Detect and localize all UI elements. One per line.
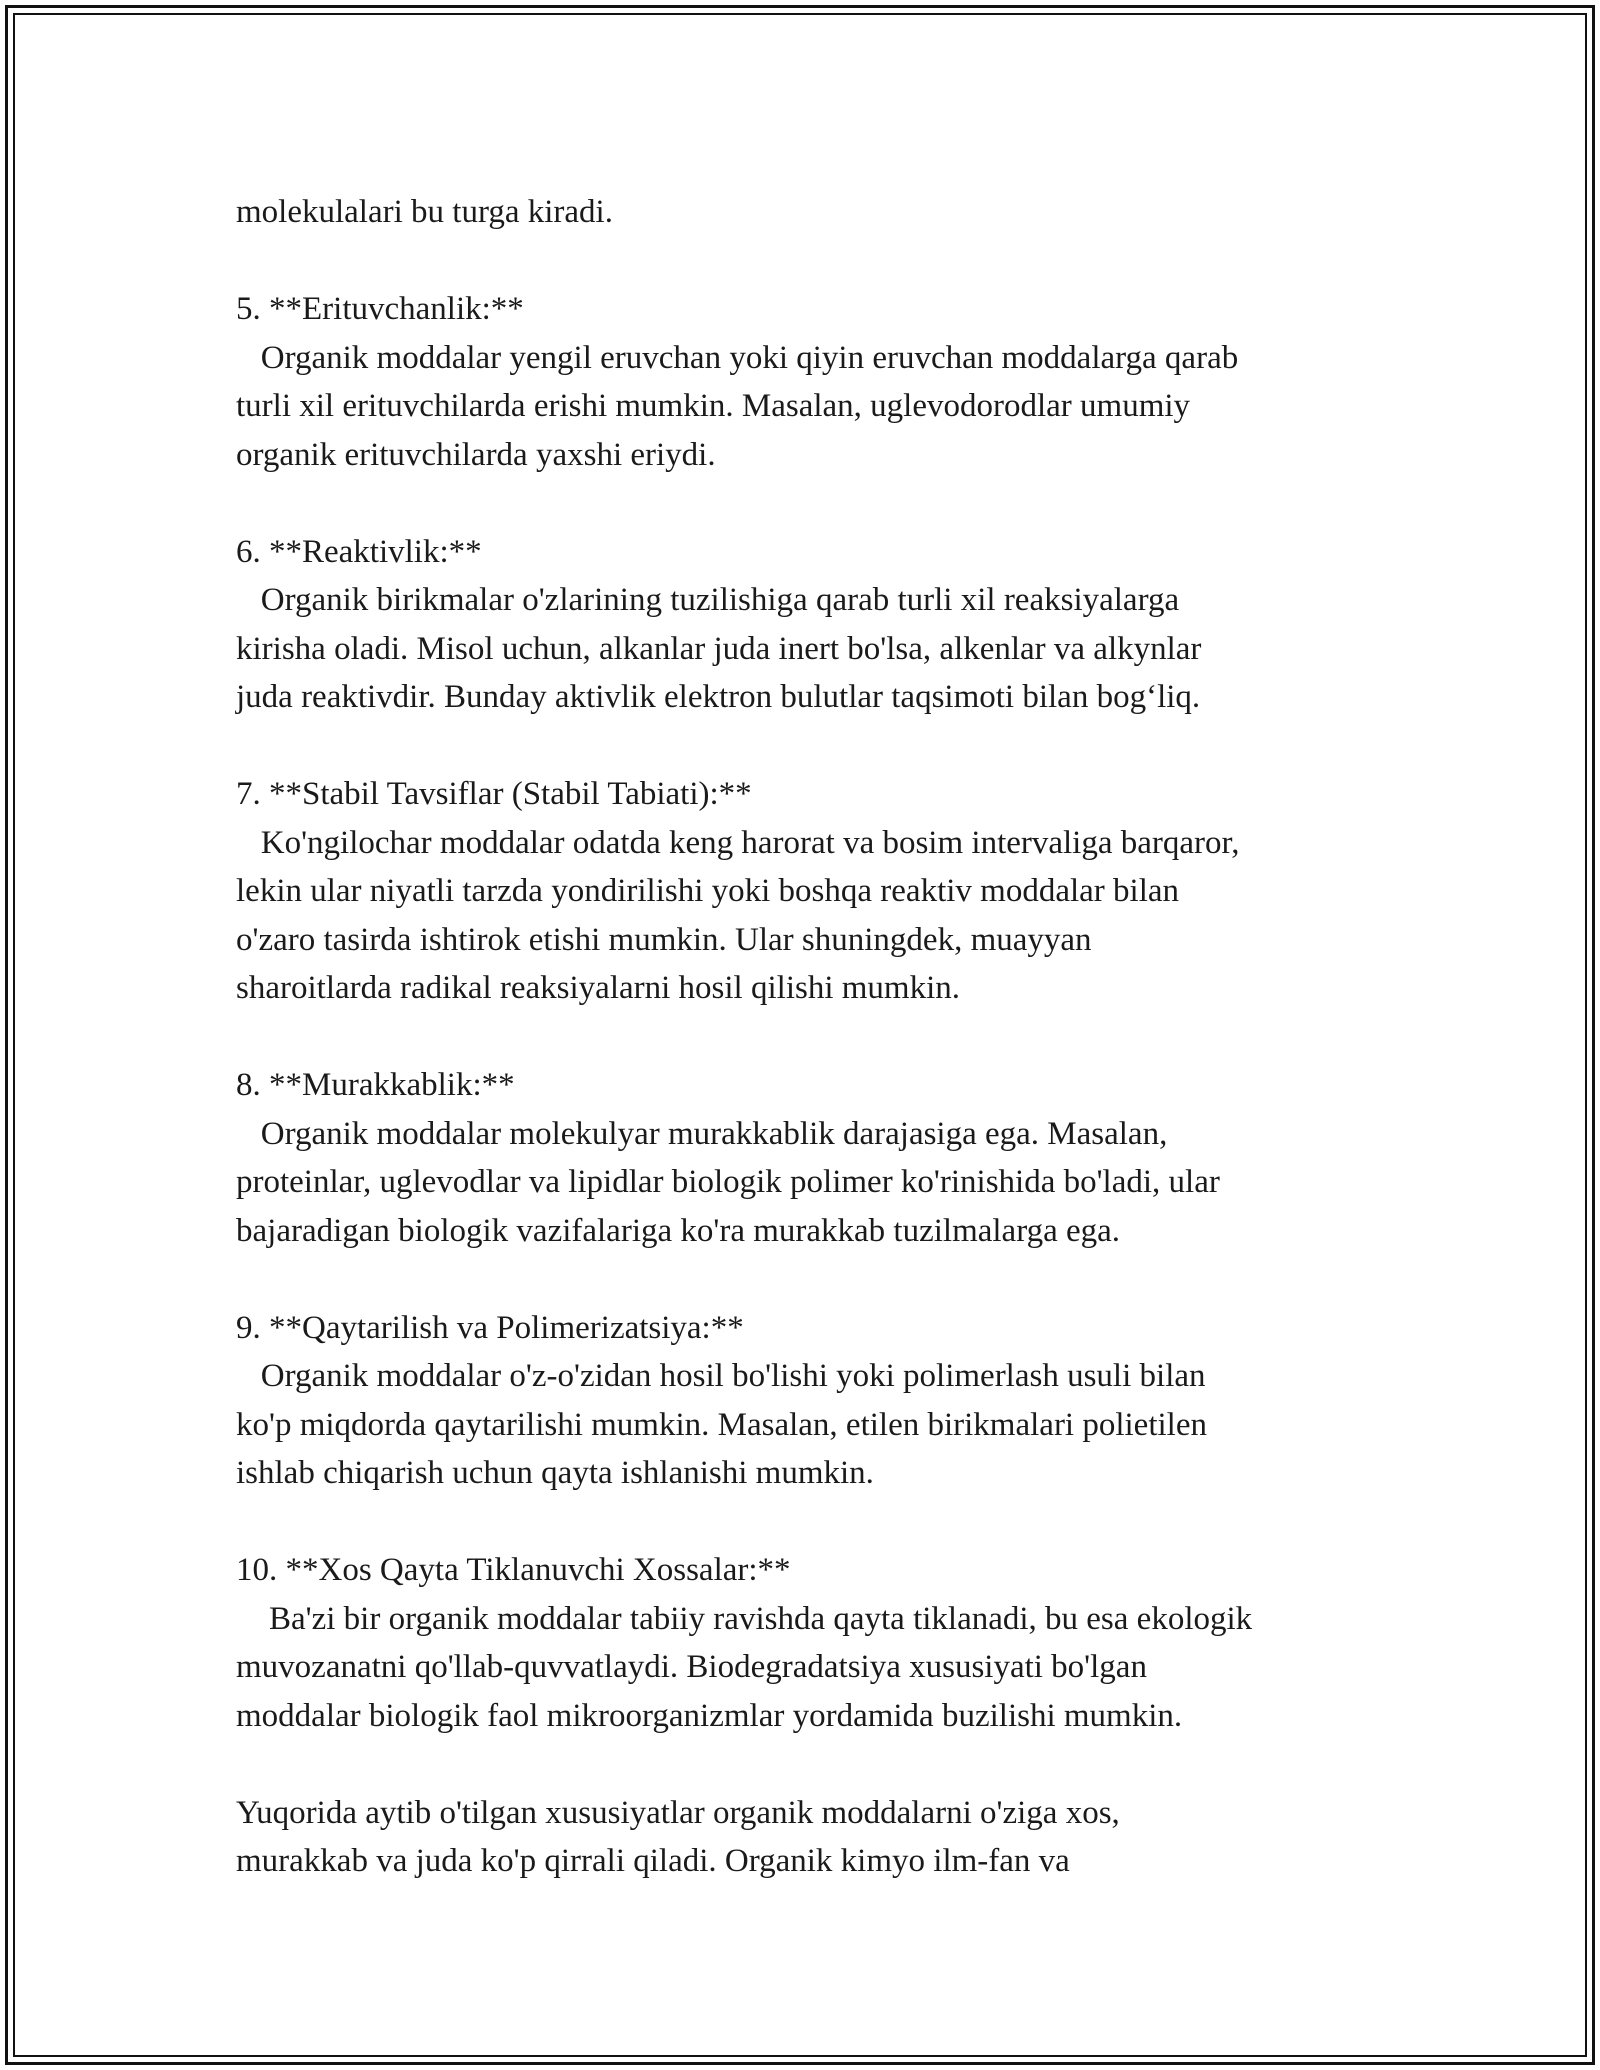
paragraph-gap (236, 1498, 1396, 1547)
section-reaktivlik (236, 528, 1396, 722)
section-stabil-tavsiflar (236, 770, 1396, 1013)
paragraph-gap (236, 1740, 1396, 1789)
section-heading: 5. **Erituvchanlik:** (236, 291, 524, 327)
paragraph-gap (236, 1013, 1396, 1062)
section-qaytarilish (236, 1304, 1396, 1498)
section-line: Ba'zi bir organik moddalar tabiiy ravishda qayta tiklanadi, bu esa ekologik (236, 1600, 1253, 1637)
section-line: ishlab chiqarish uchun qayta ishlanishi mumkin. (236, 1455, 874, 1491)
section-line: moddalar biologik faol mikroorganizmlar yordamida buzilishi mumkin. (236, 1697, 1183, 1734)
section-line: organik erituvchilarda yaxshi eriydi. (236, 436, 716, 473)
section-heading: 7. **Stabil Tavsiflar (Stabil Tabiati):** (236, 776, 752, 812)
paragraph-gap (236, 237, 1396, 286)
section-line: lekin ular niyatli tarzda yondirilishi yoki boshqa reaktiv moddalar bilan (236, 873, 1180, 909)
section-line: bajaradigan biologik vazifalariga ko'ra murakkab tuzilmalarga ega. (236, 1212, 1121, 1249)
section-murakkablik (236, 1061, 1396, 1255)
section-line: Organik moddalar molekulyar murakkablik darajasiga ega. Masalan, (236, 1115, 1168, 1152)
section-heading: 6. **Reaktivlik:** (236, 533, 482, 570)
section-line: muvozanatni qo'llab-quvvatlaydi. Biodegradatsiya xususiyati bo'lgan (236, 1649, 1147, 1685)
conclusion-line: Yuqorida aytib o'tilgan xususiyatlar organik moddalarni o'ziga xos, (236, 1794, 1120, 1831)
document-body (236, 188, 1396, 1886)
conclusion-paragraph (236, 1789, 1396, 1886)
section-line: juda reaktivdir. Bunday aktivlik elektron bulutlar taqsimoti bilan bog‘liq. (236, 679, 1201, 715)
section-line: Organik birikmalar o'zlarining tuzilishiga qarab turli xil reaksiyalarga (236, 582, 1180, 618)
section-line: turli xil erituvchilarda erishi mumkin. Masalan, uglevodorodlar umumiy (236, 388, 1191, 424)
section-line: ko'p miqdorda qaytarilishi mumkin. Masalan, etilen birikmalari polietilen (236, 1406, 1207, 1443)
intro-line: molekulalari bu turga kiradi. (236, 194, 613, 230)
section-line: Organik moddalar yengil eruvchan yoki qiyin eruvchan moddalarga qarab (236, 339, 1239, 376)
section-line: proteinlar, uglevodlar va lipidlar biologik polimer ko'rinishida bo'ladi, ular (236, 1164, 1220, 1200)
paragraph-gap (236, 1255, 1396, 1304)
section-heading: 10. **Xos Qayta Tiklanuvchi Xossalar:** (236, 1552, 791, 1588)
section-line: o'zaro tasirda ishtirok etishi mumkin. Ular shuningdek, muayyan (236, 921, 1092, 958)
conclusion-line: murakkab va juda ko'p qirrali qiladi. Organik kimyo ilm-fan va (236, 1843, 1070, 1879)
paragraph-gap (236, 479, 1396, 528)
section-line: Ko'ngilochar moddalar odatda keng harorat va bosim intervaliga barqaror, (236, 824, 1240, 861)
section-line: sharoitlarda radikal reaksiyalarni hosil qilishi mumkin. (236, 970, 961, 1006)
section-erituvchanlik (236, 285, 1396, 479)
section-line: kirisha oladi. Misol uchun, alkanlar juda inert bo'lsa, alkenlar va alkynlar (236, 630, 1202, 667)
section-heading: 9. **Qaytarilish va Polimerizatsiya:** (236, 1309, 744, 1346)
paragraph-gap (236, 722, 1396, 771)
section-xos-qayta-tiklanuvchi (236, 1546, 1396, 1740)
section-line: Organik moddalar o'z-o'zidan hosil bo'lishi yoki polimerlash usuli bilan (236, 1358, 1206, 1394)
section-heading: 8. **Murakkablik:** (236, 1067, 515, 1103)
